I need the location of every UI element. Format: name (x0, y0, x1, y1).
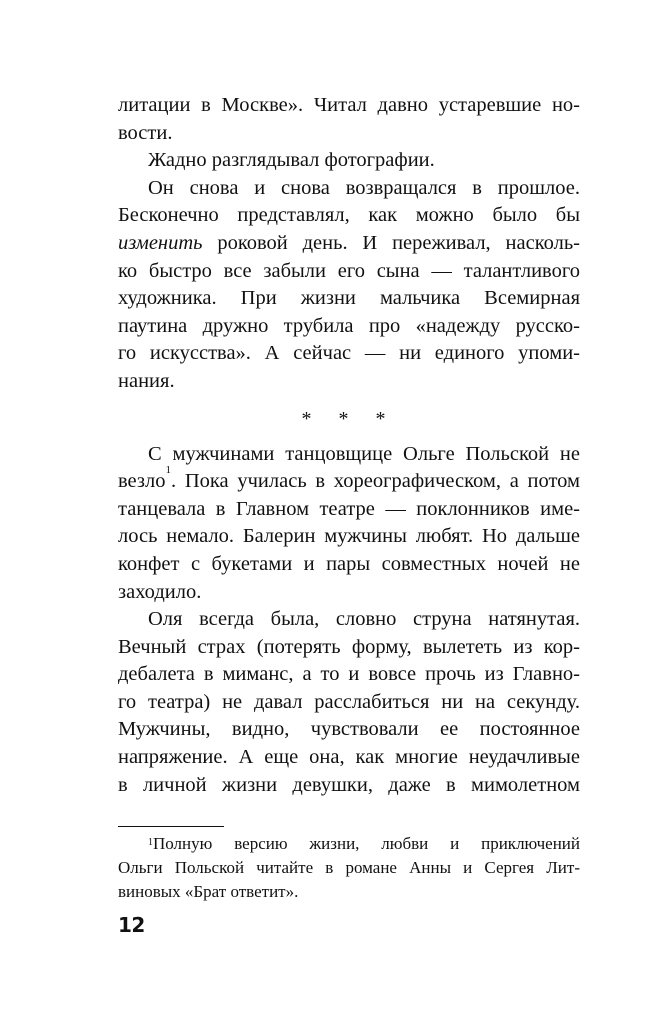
footnote-line (118, 832, 580, 856)
text-line: го искусства». А сейчас — ни единого упоми- (118, 342, 580, 365)
footnote-line: Ольги Польской читайте в романе Анны и Сергея Лит- (118, 858, 580, 877)
footnote-text: Полную версию жизни, любви и приключений (153, 834, 580, 853)
text-line: конфет с букетами и пары совместных ночей не (118, 552, 580, 575)
footnote-divider (118, 826, 224, 827)
footnote-line: виновых «Брат ответит». (118, 882, 299, 901)
text-line: Оля всегда была, словно струна натянутая. (148, 608, 580, 631)
text-line: го театра) не давал расслабиться ни на секунду. (118, 690, 580, 713)
text-line (118, 230, 580, 258)
text-line: паутина дружно трубила про «надежду русско- (118, 314, 580, 337)
text-line: С мужчинами танцовщице Ольге Польской не (148, 442, 580, 465)
text-line: вости. (118, 121, 173, 144)
footnote (118, 832, 580, 904)
text-line: ко быстро все забыли его сына — талантливого (118, 259, 580, 282)
text-line: Жадно разглядывал фотографии. (148, 149, 435, 172)
text-line: литации в Москве». Читал давно устаревшие но- (118, 94, 580, 116)
text-line: заходило. (118, 580, 202, 603)
text-line: лось немало. Балерин мужчины любят. Но дальше (118, 525, 580, 548)
text-fragment: . Пока училась в хореографическом, а потом (171, 470, 580, 493)
text-line: Вечный страх (потерять форму, вылететь из кор- (118, 635, 580, 658)
text-fragment: роковой день. И переживал, насколь- (202, 231, 580, 254)
text-line: дебалета в миманс, а то и вовсе прочь из Главно- (118, 663, 580, 686)
text-line: художника. При жизни мальчика Всемирная (118, 287, 580, 310)
text-line: в личной жизни девушки, даже в мимолетном (118, 773, 580, 796)
footnote-number: 1 (148, 837, 153, 848)
text-line (118, 464, 580, 496)
text-line: Он снова и снова возвращался в прошлое. (148, 176, 580, 199)
emphasized-word: изменить (118, 231, 203, 254)
footnote-reference[interactable]: 1 (165, 464, 171, 477)
text-line: Бесконечно представлял, как можно было бы (118, 204, 580, 227)
text-line: танцевала в Главном театре — поклонников име- (118, 497, 580, 520)
text-fragment: везло (118, 470, 166, 493)
text-line: нания. (118, 369, 175, 392)
page-number: 12 (118, 913, 145, 937)
page-body (118, 92, 580, 799)
text-line: напряжение. А еще она, как многие неудачливые (118, 746, 580, 769)
section-separator: * * * (301, 407, 397, 430)
text-line: Мужчины, видно, чувствовали ее постоянное (118, 718, 580, 741)
